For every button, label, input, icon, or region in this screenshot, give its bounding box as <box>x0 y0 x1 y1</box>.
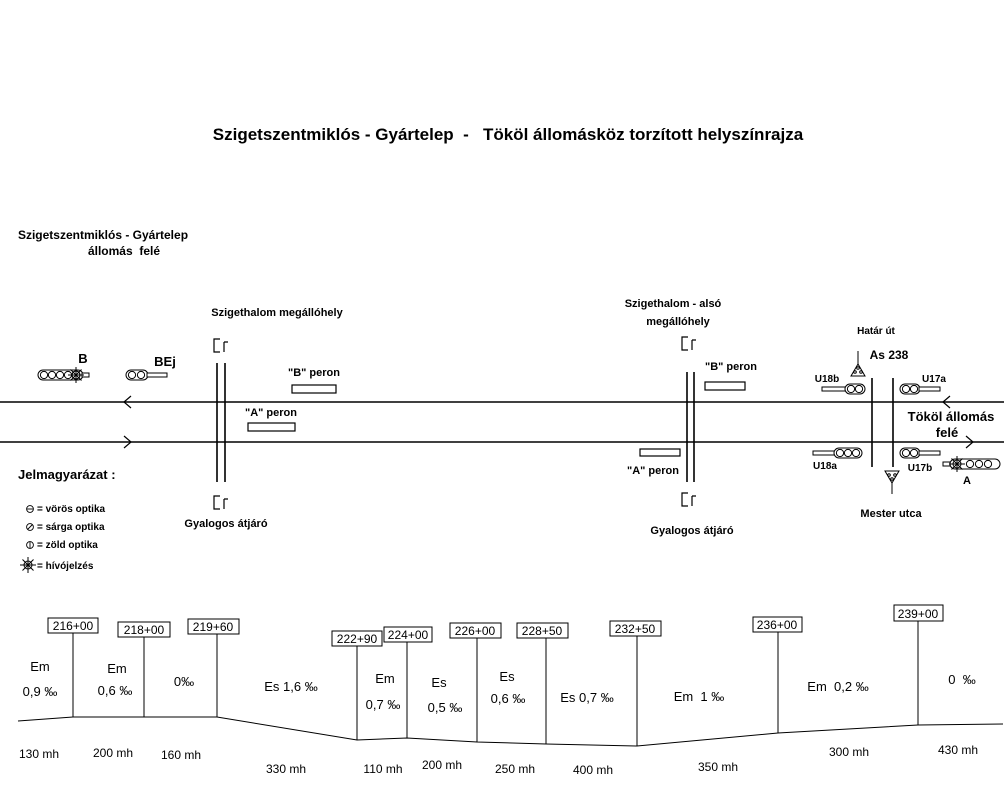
km-post <box>48 618 98 633</box>
platform-a-label: "A" peron <box>627 465 679 477</box>
km-post <box>188 619 239 634</box>
szigethalom-also-name-line2: megállóhely <box>646 316 710 328</box>
right-direction-line2: felé <box>935 425 959 440</box>
km-post <box>332 631 382 646</box>
signal-u17a <box>900 384 940 394</box>
grade-type: Em <box>375 671 395 686</box>
legend-title: Jelmagyarázat : <box>18 467 116 482</box>
diagram-title: Szigetszentmiklós - Gyártelep - Tököl állomásköz torzított helyszínrajza <box>212 125 804 144</box>
km-post <box>384 627 432 642</box>
call-on-signal-icon <box>68 367 84 383</box>
left-direction-line1: Szigetszentmiklós - Gyártelep <box>17 228 189 242</box>
svg-text:219+60: 219+60 <box>192 620 234 634</box>
segment-length: 130 mh <box>18 747 60 761</box>
signal-b-label: B <box>78 351 88 366</box>
platform-b <box>705 382 745 390</box>
crossing-lines <box>217 363 225 482</box>
svg-text:236+00: 236+00 <box>756 618 798 632</box>
km-post <box>894 605 943 621</box>
grade-value: Em 1 ‰ <box>673 689 725 704</box>
signal-u18b <box>822 384 865 394</box>
signal-bej <box>126 370 167 380</box>
signal-u18b-label: U18b <box>814 374 840 385</box>
road-as-label: As 238 <box>869 348 909 362</box>
segment-length: 430 mh <box>937 743 979 757</box>
legend-yellow: = sárga optika <box>37 522 105 533</box>
crossing-lines <box>687 372 694 482</box>
road-mester-label: Mester utca <box>860 508 922 520</box>
svg-text:239+00: 239+00 <box>897 607 939 621</box>
grade-value: Es 0,7 ‰ <box>560 690 614 705</box>
grade-type: Es <box>431 675 447 690</box>
gradient-profile <box>18 605 1003 777</box>
left-direction-line2: állomás felé <box>87 244 161 258</box>
direction-arrows <box>124 396 973 448</box>
profile-line <box>18 717 1003 746</box>
grade-type: Em <box>30 659 50 674</box>
platform-a <box>248 423 295 431</box>
platform-b-label: "B" peron <box>705 361 757 373</box>
svg-text:224+00: 224+00 <box>387 628 429 642</box>
segment-length: 300 mh <box>828 745 870 759</box>
signal-u17a-label: U17a <box>922 374 946 385</box>
crossing-icon <box>214 339 228 509</box>
svg-text:226+00: 226+00 <box>454 624 496 638</box>
crossing-label: Gyalogos átjáró <box>650 525 734 537</box>
signal-bej-label: BEj <box>154 354 176 369</box>
km-post-lines <box>73 621 918 746</box>
svg-text:222+90: 222+90 <box>336 632 378 646</box>
szigethalom-also-name-line1: Szigethalom - alsó <box>624 298 722 310</box>
signal-u18a <box>813 448 862 458</box>
segment-length: 400 mh <box>572 763 614 777</box>
warning-triangle-icon <box>885 471 899 494</box>
km-post <box>517 623 568 638</box>
segment-length: 110 mh <box>363 762 403 776</box>
grade-value: 0,7 ‰ <box>365 697 401 712</box>
signal-a-label: A <box>963 475 971 487</box>
segment-length: 200 mh <box>421 758 463 772</box>
road-hatar-label: Határ út <box>857 326 895 337</box>
km-post <box>610 621 661 636</box>
signal-u17b-label: U17b <box>907 463 933 474</box>
red-lamp-icon <box>27 506 34 513</box>
grade-value: 0,9 ‰ <box>22 684 58 699</box>
green-lamp-icon <box>27 542 34 549</box>
legend <box>18 467 116 573</box>
platform-b <box>292 385 336 393</box>
svg-text:228+50: 228+50 <box>521 624 563 638</box>
tracks <box>0 402 1004 442</box>
legend-green: = zöld optika <box>37 540 98 551</box>
signal-u18a-label: U18a <box>813 461 837 472</box>
segment-length: 350 mh <box>697 760 739 774</box>
crossing-label: Gyalogos átjáró <box>184 518 268 530</box>
level-crossing <box>872 378 893 467</box>
segment-lengths <box>19 743 978 777</box>
segment-length: 250 mh <box>494 762 536 776</box>
grade-value: 0 ‰ <box>948 672 976 687</box>
segment-length: 200 mh <box>92 746 134 760</box>
grade-value: Em 0,2 ‰ <box>807 679 869 694</box>
grade-value: 0,6 ‰ <box>97 683 133 698</box>
segment-length: 160 mh <box>160 748 202 762</box>
grade-value: 0,5 ‰ <box>427 700 463 715</box>
legend-call-on: = hívójelzés <box>37 561 94 572</box>
grade-value: 0‰ <box>173 674 195 689</box>
km-post <box>450 623 501 638</box>
svg-text:216+00: 216+00 <box>52 619 94 633</box>
svg-text:218+00: 218+00 <box>123 623 165 637</box>
grade-value: 0,6 ‰ <box>490 691 526 706</box>
right-direction-line1: Tököl állomás <box>907 409 995 424</box>
platform-a-label: "A" peron <box>245 407 297 419</box>
grade-type: Em <box>107 661 127 676</box>
svg-text:232+50: 232+50 <box>614 622 656 636</box>
grade-value: Es 1,6 ‰ <box>264 679 318 694</box>
platform-a <box>640 449 680 456</box>
signal-u17b <box>900 448 940 458</box>
call-on-signal-icon <box>949 456 965 472</box>
warning-triangle-icon <box>851 351 865 376</box>
km-post <box>753 617 802 632</box>
platform-b-label: "B" peron <box>288 367 340 379</box>
szigethalom-stop-name: Szigethalom megállóhely <box>211 307 343 319</box>
yellow-lamp-icon <box>27 524 34 531</box>
segment-length: 330 mh <box>265 762 307 776</box>
legend-red: = vörös optika <box>37 504 106 515</box>
km-post <box>118 622 170 637</box>
grade-type: Es <box>499 669 515 684</box>
km-posts <box>48 605 943 646</box>
grade-labels <box>23 659 976 715</box>
call-on-signal-icon <box>20 557 36 573</box>
